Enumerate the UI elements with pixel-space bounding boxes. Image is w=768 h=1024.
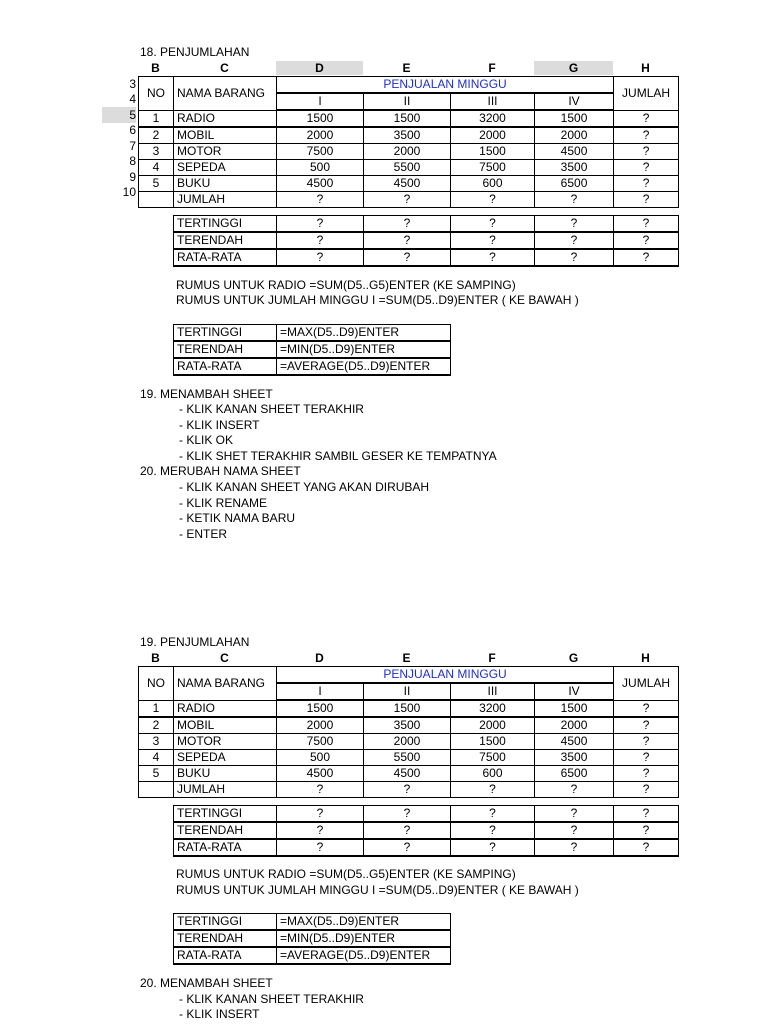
row-number[interactable]: 6 (129, 123, 136, 137)
table-row (139, 110, 679, 127)
table-row (139, 176, 679, 192)
cell-no[interactable]: 2 (139, 127, 174, 144)
formula-table (173, 324, 451, 376)
cell-value[interactable]: 3200 (451, 700, 535, 717)
cell-value[interactable]: 6500 (535, 176, 614, 192)
formula-value[interactable]: =MAX(D5..D9)ENTER (277, 325, 451, 342)
total-row (139, 782, 679, 798)
row-number[interactable]: 8 (129, 154, 136, 168)
cell-value[interactable]: 7500 (277, 734, 364, 750)
sales-table (138, 76, 679, 208)
table-row (174, 358, 451, 375)
cell-total[interactable]: ? (364, 782, 451, 798)
stat-value[interactable]: ? (277, 249, 364, 266)
header-nama-barang[interactable]: NAMA BARANG (174, 667, 277, 701)
formula-label[interactable]: TERTINGGI (174, 325, 277, 342)
column-header-c[interactable]: C (220, 61, 229, 75)
cell-nama[interactable]: MOBIL (174, 717, 277, 734)
cell-no[interactable]: 3 (139, 734, 174, 750)
table-row (174, 325, 451, 342)
table-row (139, 750, 679, 766)
stat-value[interactable]: ? (535, 806, 614, 823)
table-row (174, 341, 451, 358)
cell-jumlah[interactable]: ? (614, 750, 679, 766)
instruction-step: - KLIK KANAN SHEET TERAKHIR (179, 402, 364, 416)
header-week[interactable]: I (277, 93, 364, 110)
formula-label[interactable]: RATA-RATA (174, 947, 277, 964)
stat-value[interactable]: ? (614, 822, 679, 839)
formula-value[interactable]: =AVERAGE(D5..D9)ENTER (277, 358, 451, 375)
header-week[interactable]: IV (535, 93, 614, 110)
row-number[interactable]: 3 (129, 77, 136, 91)
cell-value[interactable]: 2000 (535, 717, 614, 734)
column-header-f[interactable]: F (488, 651, 496, 665)
table-row (174, 947, 451, 964)
cell-no[interactable]: 2 (139, 717, 174, 734)
table-row (139, 127, 679, 144)
stat-label[interactable]: RATA-RATA (174, 249, 277, 266)
cell-value[interactable]: 7500 (451, 160, 535, 176)
column-header-g[interactable]: G (534, 61, 613, 75)
row-number[interactable]: 10 (122, 185, 136, 199)
cell-jumlah[interactable]: ? (614, 110, 679, 127)
cell-value[interactable]: 3500 (535, 750, 614, 766)
cell-value[interactable]: 4500 (277, 176, 364, 192)
cell-total-label[interactable]: JUMLAH (174, 192, 277, 208)
cell-total[interactable]: ? (451, 192, 535, 208)
cell-jumlah[interactable]: ? (614, 766, 679, 782)
cell-nama[interactable]: MOBIL (174, 127, 277, 144)
cell-nama[interactable]: RADIO (174, 700, 277, 717)
formula-value[interactable]: =AVERAGE(D5..D9)ENTER (277, 947, 451, 964)
cell-total-jumlah[interactable]: ? (614, 192, 679, 208)
instruction-step: - KLIK SHET TERAKHIR SAMBIL GESER KE TEMPATNYA (179, 449, 497, 463)
table-row (174, 914, 451, 931)
cell-value[interactable]: 4500 (535, 144, 614, 160)
header-penjualan-minggu[interactable]: PENJUALAN MINGGU (277, 77, 614, 94)
cell-jumlah[interactable]: ? (614, 717, 679, 734)
cell-no[interactable]: 4 (139, 750, 174, 766)
stat-value[interactable]: ? (614, 216, 679, 233)
cell-value[interactable]: 1500 (451, 144, 535, 160)
cell-total-jumlah[interactable]: ? (614, 782, 679, 798)
formula-table (173, 913, 451, 965)
total-row (139, 192, 679, 208)
cell-value[interactable]: 2000 (451, 717, 535, 734)
cell-value[interactable]: 4500 (535, 734, 614, 750)
cell-nama[interactable]: MOTOR (174, 144, 277, 160)
cell-value[interactable]: 3500 (364, 127, 451, 144)
cell-nama[interactable]: BUKU (174, 766, 277, 782)
cell-value[interactable]: 1500 (535, 700, 614, 717)
stat-value[interactable]: ? (451, 249, 535, 266)
cell-value[interactable]: 500 (277, 160, 364, 176)
cell-nama[interactable]: MOTOR (174, 734, 277, 750)
instruction-step: - KLIK RENAME (179, 496, 268, 510)
formula-note: RUMUS UNTUK JUMLAH MINGGU I =SUM(D5..D9)ENTER ( KE BAWAH ) (176, 883, 579, 897)
column-header-c[interactable]: C (220, 651, 229, 665)
stat-value[interactable]: ? (614, 232, 679, 249)
stat-label[interactable]: TERENDAH (174, 232, 277, 249)
cell-value[interactable]: 1500 (451, 734, 535, 750)
cell-no[interactable] (139, 192, 174, 208)
stat-label[interactable]: TERTINGGI (174, 216, 277, 233)
column-header-h[interactable]: H (641, 651, 650, 665)
instruction-step: - KLIK INSERT (179, 1007, 260, 1021)
sales-table (138, 666, 679, 798)
table-row (139, 766, 679, 782)
row-number[interactable]: 9 (129, 170, 136, 184)
stat-label[interactable]: TERTINGGI (174, 806, 277, 823)
stat-value[interactable]: ? (277, 839, 364, 856)
stat-label[interactable]: TERENDAH (174, 822, 277, 839)
table-row (174, 232, 679, 249)
section-title: 18. PENJUMLAHAN (140, 45, 250, 59)
stat-value[interactable]: ? (451, 232, 535, 249)
stat-value[interactable]: ? (451, 806, 535, 823)
cell-no[interactable] (139, 782, 174, 798)
instruction-step: - KLIK KANAN SHEET YANG AKAN DIRUBAH (179, 480, 430, 494)
cell-jumlah[interactable]: ? (614, 144, 679, 160)
cell-value[interactable]: 5500 (364, 750, 451, 766)
cell-value[interactable]: 500 (277, 750, 364, 766)
stat-value[interactable]: ? (277, 822, 364, 839)
cell-jumlah[interactable]: ? (614, 127, 679, 144)
instruction-step: - KLIK KANAN SHEET TERAKHIR (179, 992, 364, 1006)
cell-value[interactable]: 2000 (451, 127, 535, 144)
cell-value[interactable]: 2000 (364, 734, 451, 750)
formula-label[interactable]: TERENDAH (174, 930, 277, 947)
section-title: 20. MENAMBAH SHEET (140, 976, 273, 990)
stats-table (173, 215, 679, 267)
cell-total-label[interactable]: JUMLAH (174, 782, 277, 798)
table-row (139, 717, 679, 734)
cell-total[interactable]: ? (535, 192, 614, 208)
header-week[interactable]: III (451, 683, 535, 700)
cell-value[interactable]: 1500 (277, 110, 364, 127)
cell-no[interactable]: 3 (139, 144, 174, 160)
cell-value[interactable]: 3500 (535, 160, 614, 176)
cell-nama[interactable]: SEPEDA (174, 750, 277, 766)
instruction-step: - KLIK OK (179, 433, 234, 447)
stats-table (173, 805, 679, 857)
stat-value[interactable]: ? (364, 839, 451, 856)
cell-nama[interactable]: RADIO (174, 110, 277, 127)
cell-no[interactable]: 1 (139, 700, 174, 717)
instruction-step: - ENTER (179, 527, 227, 541)
stat-value[interactable]: ? (277, 806, 364, 823)
cell-jumlah[interactable]: ? (614, 734, 679, 750)
stat-value[interactable]: ? (614, 249, 679, 266)
cell-value[interactable]: 4500 (277, 766, 364, 782)
table-row (139, 700, 679, 717)
cell-value[interactable]: 1500 (364, 700, 451, 717)
header-week[interactable]: IV (535, 683, 614, 700)
table-row (174, 839, 679, 856)
cell-jumlah[interactable]: ? (614, 176, 679, 192)
table-row (139, 734, 679, 750)
formula-note: RUMUS UNTUK RADIO =SUM(D5..G5)ENTER (KE SAMPING) (176, 867, 516, 881)
cell-value[interactable]: 3500 (364, 717, 451, 734)
header-nama-barang[interactable]: NAMA BARANG (174, 77, 277, 111)
stat-value[interactable]: ? (364, 806, 451, 823)
cell-total[interactable]: ? (364, 192, 451, 208)
column-header-f[interactable]: F (488, 61, 496, 75)
table-row (174, 806, 679, 823)
cell-value[interactable]: 4500 (364, 766, 451, 782)
table-row (174, 249, 679, 266)
cell-jumlah[interactable]: ? (614, 700, 679, 717)
cell-value[interactable]: 4500 (364, 176, 451, 192)
stat-value[interactable]: ? (364, 822, 451, 839)
stat-value[interactable]: ? (277, 232, 364, 249)
cell-value[interactable]: 1500 (535, 110, 614, 127)
section-title: 19. MENAMBAH SHEET (140, 387, 273, 401)
cell-value[interactable]: 6500 (535, 766, 614, 782)
column-header-e[interactable]: E (402, 651, 411, 665)
header-week[interactable]: II (364, 93, 451, 110)
table-row (174, 216, 679, 233)
row-number[interactable]: 5 (129, 108, 136, 122)
instruction-step: - KETIK NAMA BARU (179, 511, 296, 525)
cell-nama[interactable]: BUKU (174, 176, 277, 192)
stat-value[interactable]: ? (451, 839, 535, 856)
stat-value[interactable]: ? (364, 216, 451, 233)
header-penjualan-minggu[interactable]: PENJUALAN MINGGU (277, 667, 614, 684)
cell-nama[interactable]: SEPEDA (174, 160, 277, 176)
formula-note: RUMUS UNTUK RADIO =SUM(D5..G5)ENTER (KE SAMPING) (176, 278, 516, 292)
header-week[interactable]: II (364, 683, 451, 700)
cell-value[interactable]: 7500 (277, 144, 364, 160)
cell-value[interactable]: 7500 (451, 750, 535, 766)
formula-value[interactable]: =MAX(D5..D9)ENTER (277, 914, 451, 931)
cell-value[interactable]: 600 (451, 766, 535, 782)
row-number[interactable]: 7 (129, 139, 136, 153)
table-row (174, 930, 451, 947)
stat-value[interactable]: ? (614, 806, 679, 823)
stat-value[interactable]: ? (535, 822, 614, 839)
header-no[interactable]: NO (139, 667, 174, 701)
cell-no[interactable]: 5 (139, 766, 174, 782)
section-title: 19. PENJUMLAHAN (140, 635, 250, 649)
stat-value[interactable]: ? (614, 839, 679, 856)
stat-value[interactable]: ? (277, 216, 364, 233)
stat-label[interactable]: RATA-RATA (174, 839, 277, 856)
cell-total[interactable]: ? (535, 782, 614, 798)
cell-value[interactable]: 1500 (364, 110, 451, 127)
cell-total[interactable]: ? (451, 782, 535, 798)
header-jumlah[interactable]: JUMLAH (614, 667, 679, 701)
header-jumlah[interactable]: JUMLAH (614, 77, 679, 111)
cell-value[interactable]: 2000 (364, 144, 451, 160)
section-title: 20. MERUBAH NAMA SHEET (140, 464, 301, 478)
header-week[interactable]: I (277, 683, 364, 700)
cell-value[interactable]: 5500 (364, 160, 451, 176)
cell-value[interactable]: 600 (451, 176, 535, 192)
header-week[interactable]: III (451, 93, 535, 110)
cell-no[interactable]: 4 (139, 160, 174, 176)
column-header-d[interactable]: D (276, 61, 363, 75)
cell-no[interactable]: 1 (139, 110, 174, 127)
stat-value[interactable]: ? (535, 839, 614, 856)
cell-value[interactable]: 2000 (277, 127, 364, 144)
formula-note: RUMUS UNTUK JUMLAH MINGGU I =SUM(D5..D9)ENTER ( KE BAWAH ) (176, 293, 579, 307)
stat-value[interactable]: ? (535, 232, 614, 249)
cell-no[interactable]: 5 (139, 176, 174, 192)
cell-total[interactable]: ? (277, 782, 364, 798)
column-header-h[interactable]: H (641, 61, 650, 75)
column-header-b[interactable]: B (151, 61, 160, 75)
cell-value[interactable]: 2000 (277, 717, 364, 734)
formula-value[interactable]: =MIN(D5..D9)ENTER (277, 930, 451, 947)
formula-label[interactable]: TERTINGGI (174, 914, 277, 931)
stat-value[interactable]: ? (451, 216, 535, 233)
header-no[interactable]: NO (139, 77, 174, 111)
formula-label[interactable]: TERENDAH (174, 341, 277, 358)
column-header-d[interactable]: D (315, 651, 324, 665)
formula-label[interactable]: RATA-RATA (174, 358, 277, 375)
cell-value[interactable]: 2000 (535, 127, 614, 144)
stat-value[interactable]: ? (535, 249, 614, 266)
stat-value[interactable]: ? (364, 232, 451, 249)
formula-value[interactable]: =MIN(D5..D9)ENTER (277, 341, 451, 358)
cell-jumlah[interactable]: ? (614, 160, 679, 176)
table-row (139, 160, 679, 176)
stat-value[interactable]: ? (364, 249, 451, 266)
table-row (139, 144, 679, 160)
cell-value[interactable]: 1500 (277, 700, 364, 717)
row-number[interactable]: 4 (129, 92, 136, 106)
stat-value[interactable]: ? (535, 216, 614, 233)
instruction-step: - KLIK INSERT (179, 418, 260, 432)
column-header-g[interactable]: G (568, 651, 579, 665)
cell-value[interactable]: 3200 (451, 110, 535, 127)
cell-total[interactable]: ? (277, 192, 364, 208)
stat-value[interactable]: ? (451, 822, 535, 839)
column-header-b[interactable]: B (151, 651, 160, 665)
column-header-e[interactable]: E (402, 61, 411, 75)
table-row (174, 822, 679, 839)
